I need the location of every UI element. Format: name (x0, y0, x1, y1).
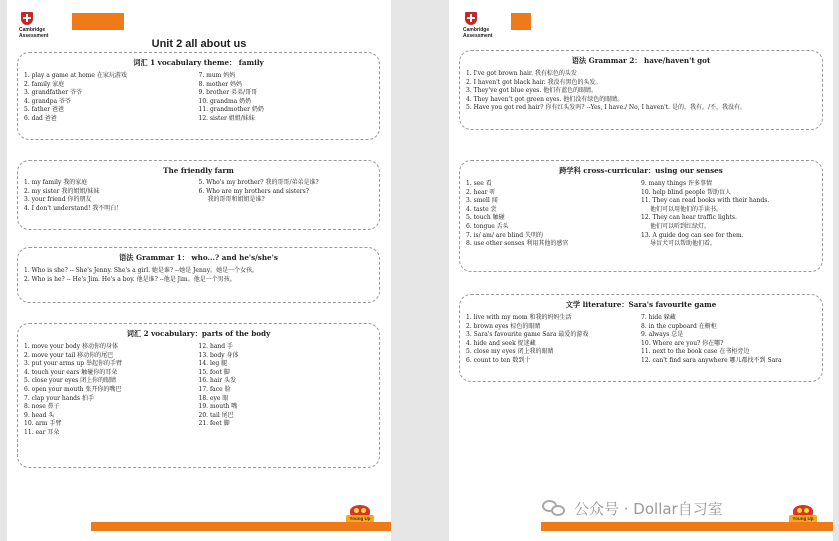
shield-icon (21, 12, 33, 25)
list-item: 8. nose 鼻子 (24, 403, 60, 411)
list-item: 12. They can hear traffic lights. (641, 214, 737, 222)
list-item: 9. many things 许多事情 (641, 180, 712, 187)
list-item: 他们可以听到红绿灯。 (650, 222, 711, 230)
list-item: 6. tongue 舌头 (466, 222, 509, 230)
mascot-label: Young Up (789, 515, 817, 523)
list-item: 6. count to ten 数到十 (466, 356, 531, 364)
list-item: 6. Who are my brothers and sisters? (198, 187, 309, 195)
list-item: 3. smell 闻 (466, 197, 498, 205)
literature-box (459, 294, 823, 382)
list-item: 2. hear 听 (466, 188, 496, 196)
list-item: 1. see 看 (466, 180, 492, 187)
grammar1-list (18, 267, 379, 284)
list-item: 19. mouth 嘴 (198, 403, 238, 411)
list-item: 6. dad 爸爸 (24, 114, 57, 122)
mascot-label: Young Up (346, 515, 374, 523)
list-item: 7. mum 妈妈 (198, 72, 236, 79)
header-bar (511, 13, 531, 30)
list-item: 5. touch 触碰 (466, 214, 505, 222)
list-item: 11. grandmother 奶奶 (198, 106, 264, 114)
list-item: 4. They haven't got green eyes. 他们没有绿色的眼睛。 (466, 95, 624, 103)
list-item: 18. eye 眼 (198, 394, 229, 402)
list-item: 20. tail 尾巴 (198, 411, 234, 419)
logo-text-1: Cambridge (19, 27, 46, 33)
list-item: 5. close your eyes 闭上你的眼睛 (24, 377, 117, 385)
list-item: 5. Who's my brother? 我的哥哥/弟弟是谁? (198, 179, 319, 186)
farm-col1 (24, 179, 199, 213)
list-item: 3. your friend 你的朋友 (24, 196, 92, 204)
list-item: 10. grandma 奶奶 (198, 97, 252, 105)
list-item: 4. I don't understand! 我不明白！ (24, 204, 123, 212)
list-item: 15. foot 脚 (198, 368, 230, 376)
section-heading: 词汇 1 vocabulary theme： family (133, 58, 264, 67)
page-title: Unit 2 all about us (151, 38, 247, 50)
list-item: 1. my family 我的家庭 (24, 179, 88, 186)
list-item: 11. They can read books with their hands. (641, 197, 770, 205)
wechat-icon (542, 498, 566, 518)
list-item: 7. is/ am/ are blind 失明的 (466, 231, 543, 239)
list-item: 4. grandpa 爷爷 (24, 97, 71, 105)
senses-box (459, 160, 823, 272)
list-item: 1. live with my mom 和我的妈妈生活 (466, 314, 572, 321)
list-item: 8. use other senses 利用其他的感官 (466, 240, 569, 248)
section-heading: The friendly farm (163, 166, 234, 175)
list-item: 4. hide and seek 捉迷藏 (466, 339, 536, 347)
list-item: 10. arm 手臂 (24, 420, 62, 428)
section-heading: 语法 Grammar 2： have/haven't got (571, 56, 711, 65)
list-item: 2. family 家庭 (24, 80, 65, 88)
section-heading: 文学 literature：Sara's favourite game (565, 300, 717, 309)
section-heading: 语法 Grammar 1： who...? and he's/she's (119, 253, 278, 262)
vocab1-box (17, 52, 380, 140)
list-item: 我的哥哥和姐姐是谁? (207, 196, 265, 204)
cambridge-logo (463, 12, 513, 42)
grammar2-list (460, 70, 822, 113)
list-item: 1. Who is she? -- She's Jenny. She's a girl. 她是谁? --她是 Jenny。她是一个女孩。 (24, 267, 259, 274)
literature-col1 (466, 314, 641, 366)
vocab2-col2 (199, 343, 374, 438)
senses-col1 (466, 180, 641, 249)
list-item: 2. brown eyes 棕色的眼睛 (466, 322, 541, 330)
list-item: 3. Sara's favourite game Sara 最爱的游戏 (466, 331, 589, 339)
vocab2-box (17, 323, 380, 468)
list-item: 2. move your tail 移动你的尾巴 (24, 351, 114, 359)
footer-bar (541, 522, 833, 531)
footer-bar (91, 522, 391, 531)
farm-box (17, 160, 380, 230)
section-heading: 词汇 2 vocabulary：parts of the body (126, 329, 271, 338)
list-item: 1. play a game at home 在家玩游戏 (24, 72, 127, 79)
list-item: 7. clap your hands 拍手 (24, 394, 95, 402)
vocab2-col1 (24, 343, 199, 438)
farm-col2 (199, 179, 374, 213)
grammar2-box (459, 50, 823, 130)
list-item: 2. I haven't got black hair. 我没有黑色的头发。 (466, 78, 602, 86)
grammar1-box (17, 247, 380, 303)
section-heading: 跨学科 cross-curricular：using our senses (559, 166, 723, 175)
list-item: 9. brother 弟弟/哥哥 (198, 89, 258, 97)
right-page (449, 0, 833, 541)
list-item: 4. touch your ears 触碰你的耳朵 (24, 368, 118, 376)
list-item: 9. head 头 (24, 411, 55, 419)
list-item: 10. Where are you? 你在哪? (641, 339, 724, 347)
list-item: 13. body 身体 (198, 351, 239, 359)
list-item: 12. sister 姐姐/妹妹 (198, 114, 255, 122)
list-item: 16. hair 头发 (198, 377, 237, 385)
list-item: 2. my sister 我的姐姐/妹妹 (24, 187, 100, 195)
list-item: 9. always 总是 (641, 331, 684, 339)
list-item: 7. hide 躲藏 (641, 314, 676, 321)
list-item: 4. taste 尝 (466, 205, 497, 213)
header-bar (72, 13, 124, 30)
list-item: 12. hand 手 (198, 343, 234, 350)
list-item: 8. in the cupboard 在橱柜 (641, 322, 717, 330)
list-item: 3. put your arms up 举起你的手臂 (24, 360, 123, 368)
vocab1-col1 (24, 72, 199, 124)
watermark-text: 公众号 · Dollar自习室 (574, 499, 723, 518)
list-item: 1. I've got brown hair. 我有棕色的头发 (466, 70, 577, 77)
list-item: 1. move your body 移动你的身体 (24, 343, 119, 350)
list-item: 3. grandfather 爷爷 (24, 89, 83, 97)
logo-text-2: Assessment (463, 33, 493, 39)
list-item: 6. open your mouth 张开你的嘴巴 (24, 385, 122, 393)
list-item: 10. help blind people 帮助盲人 (641, 188, 732, 196)
list-item: 导盲犬可以帮助他们看。 (650, 240, 717, 248)
list-item: 11. next to the book case 在书柜旁边 (641, 348, 750, 356)
list-item: 12. can't find sara anywhere 哪儿都找不到 Sara (641, 356, 782, 364)
logo-text-1: Cambridge (463, 27, 490, 33)
list-item: 13. A guide dog can see for them. (641, 231, 744, 239)
list-item: 11. ear 耳朵 (24, 428, 60, 436)
list-item: 14. leg 腿 (198, 360, 228, 368)
list-item: 3. They've got blue eyes. 他们有蓝色的眼睛。 (466, 87, 598, 95)
senses-col2 (641, 180, 816, 249)
list-item: 他们可以用他们的手读书。 (650, 205, 723, 213)
vocab1-col2 (199, 72, 374, 124)
logo-text-2: Assessment (19, 33, 49, 39)
list-item: 5. Have you got red hair? 你有红头发吗? --Yes, I have./ No, I haven't. 是的，我有。/不，我没有。 (466, 104, 747, 112)
watermark (542, 497, 723, 519)
list-item: 5. father 爸爸 (24, 106, 65, 114)
list-item: 17. face 脸 (198, 385, 231, 393)
list-item: 8. mother 妈妈 (198, 80, 243, 88)
literature-col2 (641, 314, 816, 366)
list-item: 5. close my eyes 闭上我的眼睛 (466, 348, 554, 356)
list-item: 21. feet 脚 (198, 420, 230, 428)
left-page (7, 0, 391, 541)
list-item: 2. Who is he? -- He's Jim. He's a boy. 他是谁? --他是 Jim。他是一个男孩。 (24, 275, 236, 283)
shield-icon (465, 12, 477, 25)
